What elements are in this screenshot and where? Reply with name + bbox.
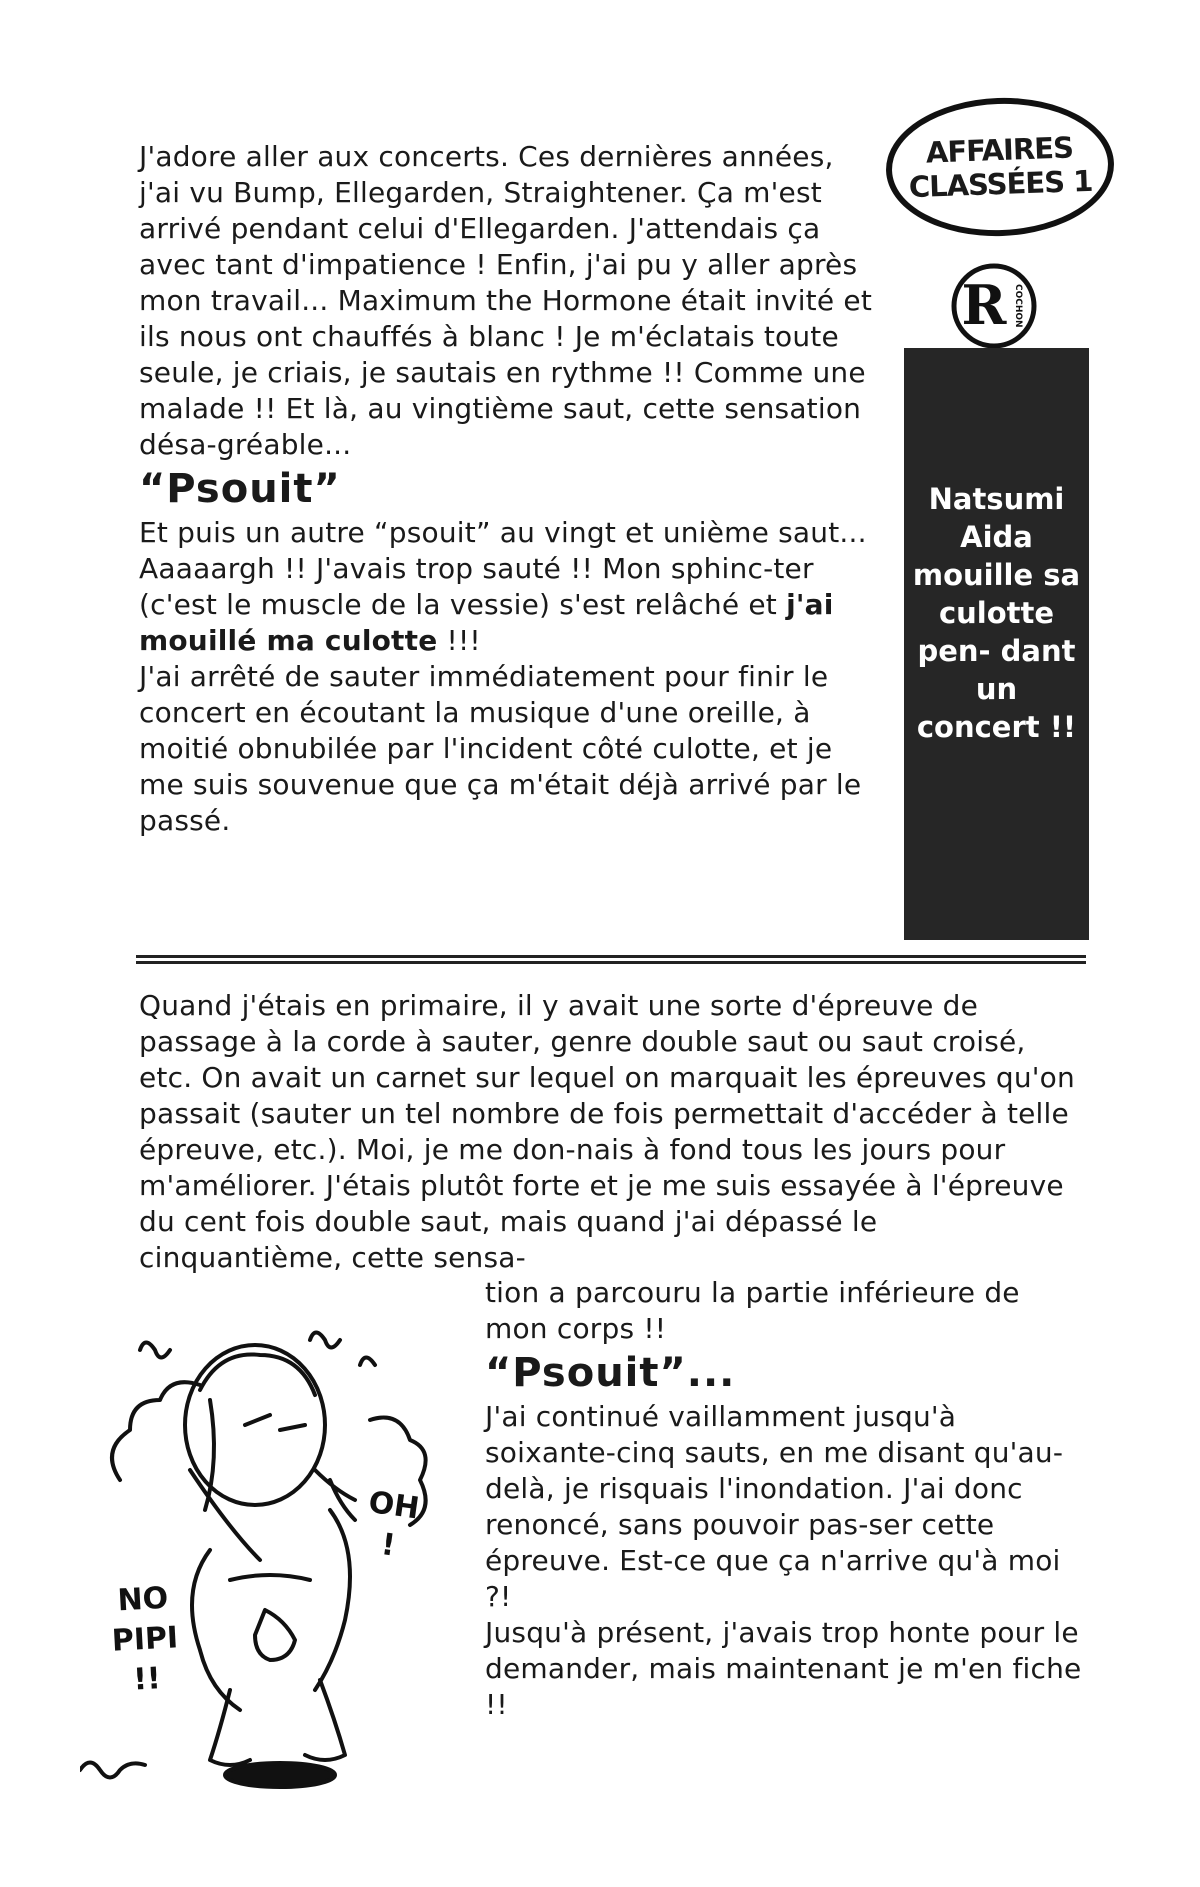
cochon-seal-icon [950,262,1038,350]
affaires-classees-stamp [884,94,1117,240]
top-sound-effect: “Psouit” [139,466,341,512]
stamp-line-2: CLASSÉES 1 [908,163,1093,205]
bottom-sound-effect: “Psouit”... [485,1350,736,1396]
bottom-story-intro [139,988,1079,1276]
top-story [139,139,879,839]
bottom-paragraph-3: Jusqu'à présent, j'avais trop honte pour le demander, mais maintenant je m'en fiche !! [485,1616,1082,1721]
top-paragraph-4: J'ai arrêté de sauter immédiatement pour finir le concert en écoutant la musique d'une oreille, à moitié obnubilée par l'incident côté culotte, et je me suis souvenue que ça m'était déjà arrivé par le passé. [139,660,862,837]
bottom-paragraph-1: Quand j'étais en primaire, il y avait une sorte d'épreuve de passage à la corde à sauter, genre double saut ou saut croisé, etc. On avait un carnet sur lequel on marquait les épreuves qu'on passait (sauter un tel nombre de fois permettait d'accéder à telle épreuve, etc.). Moi, je me don-nais à fond tous les jours pour m'améliorer. J'étais plutôt forte et je me suis essayée à l'épreuve du cent fois double saut, mais quand j'ai dépassé le cinquantième, cette sensa- [139,989,1075,1274]
bottom-story-continued [485,1275,1085,1723]
stamp-line-1: AFFAIRES [925,130,1074,170]
top-intro: J'adore aller aux concerts. Ces dernières années, j'ai vu Bump, Ellegarden, Straightener. Ça m'est arrivé pendant celui d'Ellegarden. J'attendais ça avec tant d'impatience ! Enfin, j'ai pu y aller après mon travail... Maximum the Hormone était invité et ils nous ont chauffés à blanc ! Je m'éclatais toute seule, je criais, je sautais en rythme !! Comme une malade !! Et là, au vingtième saut, cette sensation désa-gréable... [139,140,872,461]
bottom-paragraph-1-cont: tion a parcouru la partie inférieure de mon corps !! [485,1276,1020,1345]
headline-text: Natsumi Aida mouille sa culotte pen- dant un concert !! [912,482,1081,744]
top-paragraph-2: Et puis un autre “psouit” au vingt et unième saut... [139,516,867,549]
headline-sidebar [904,348,1089,940]
seal-word: COCHON [1013,284,1023,328]
seal-letter: R [961,273,1007,337]
no-pipi-exclamation: NO PIPI !! [110,1580,180,1698]
oh-exclamation: OH ! [366,1484,422,1564]
emphasis-text: j'ai mouillé ma culotte [139,588,834,657]
bottom-paragraph-2: J'ai continué vaillamment jusqu'à soixante-cinq sauts, en me disant qu'au-delà, je risquais l'inondation. J'ai donc renoncé, sans pouvoir pas-ser cette épreuve. Est-ce que ça n'arrive qu'à moi ?! [485,1400,1064,1613]
section-divider [136,955,1086,964]
top-paragraph-3: Aaaaargh !! J'avais trop sauté !! Mon sphinc-ter (c'est le muscle de la vessie) s'est relâché et j'ai mouillé ma culotte !!! [139,552,834,657]
